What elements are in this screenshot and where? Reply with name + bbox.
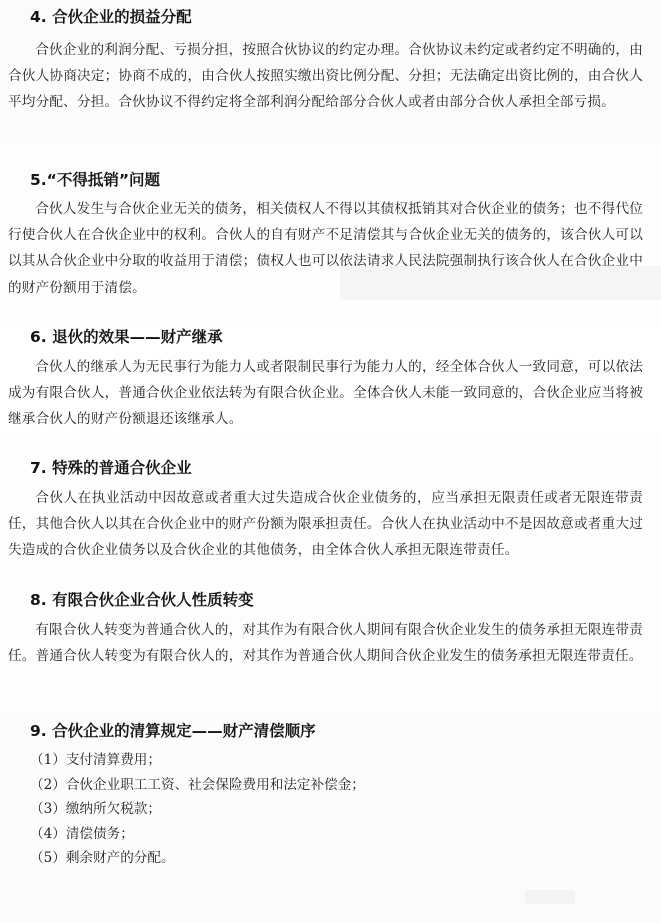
list-item: （1）支付清算费用；: [30, 752, 161, 768]
list-item: （3）缴纳所欠税款；: [30, 801, 161, 817]
section-heading: 5.“不得抵销”问题: [30, 171, 161, 189]
list-item: （4）清偿债务；: [30, 825, 134, 842]
section-paragraph: 合伙人发生与合伙企业无关的债务，相关债权人不得以其债权抵销其对合伙企业的债务；也不得代位行使合伙人在合伙企业中的权利。合伙人的自有财产不足清偿其与合伙企业无关的债务的，该合伙人可以以其从合伙企业中分取的收益用于清偿；债权人也可以依法请求人民法院强制执行该合伙人在合伙企业中的财产份额用于清偿。: [8, 201, 643, 296]
section-paragraph: 合伙人在执业活动中因故意或者重大过失造成合伙企业债务的，应当承担无限责任或者无限连带责任，其他合伙人以其在合伙企业中的财产份额为限承担责任。合伙人在执业活动中不是因故意或者重大过失造成的合伙企业债务以及合伙企业的其他债务，由全体合伙人承担无限连带责任。: [8, 490, 643, 559]
section-paragraph: 有限合伙人转变为普通合伙人的，对其作为有限合伙人期间有限合伙企业发生的债务承担无限连带责任。普通合伙人转变为有限合伙人的，对其作为普通合伙人期间合伙企业发生的债务承担无限连带责任。: [8, 622, 643, 665]
section-heading: 9. 合伙企业的清算规定——财产清偿顺序: [30, 722, 316, 740]
list-item: （5）剩余财产的分配。: [30, 850, 175, 866]
section-heading: 7. 特殊的普通合伙企业: [30, 459, 192, 477]
section-heading: 6. 退伙的效果——财产继承: [30, 328, 223, 346]
section-heading: 4. 合伙企业的损益分配: [30, 8, 192, 26]
section-paragraph: 合伙企业的利润分配、亏损分担，按照合伙协议的约定办理。合伙协议未约定或者约定不明确的，由合伙人协商决定；协商不成的，由合伙人按照实缴出资比例分配、分担；无法确定出资比例的，由合伙人平均分配、分担。合伙协议不得约定将全部利润分配给部分合伙人或者由部分合伙人承担全部亏损。: [8, 42, 643, 111]
page-footer-shade: [525, 890, 575, 904]
list-item: （2）合伙企业职工工资、社会保险费用和法定补偿金；: [30, 776, 365, 793]
liquidation-order-list: [30, 748, 365, 871]
section-paragraph: 合伙人的继承人为无民事行为能力人或者限制民事行为能力人的，经全体合伙人一致同意，可以依法成为有限合伙人，普通合伙企业依法转为有限合伙企业。全体合伙人未能一致同意的，合伙企业应当将被继承合伙人的财产份额退还该继承人。: [8, 359, 643, 428]
section-heading: 8. 有限合伙企业合伙人性质转变: [30, 591, 254, 609]
